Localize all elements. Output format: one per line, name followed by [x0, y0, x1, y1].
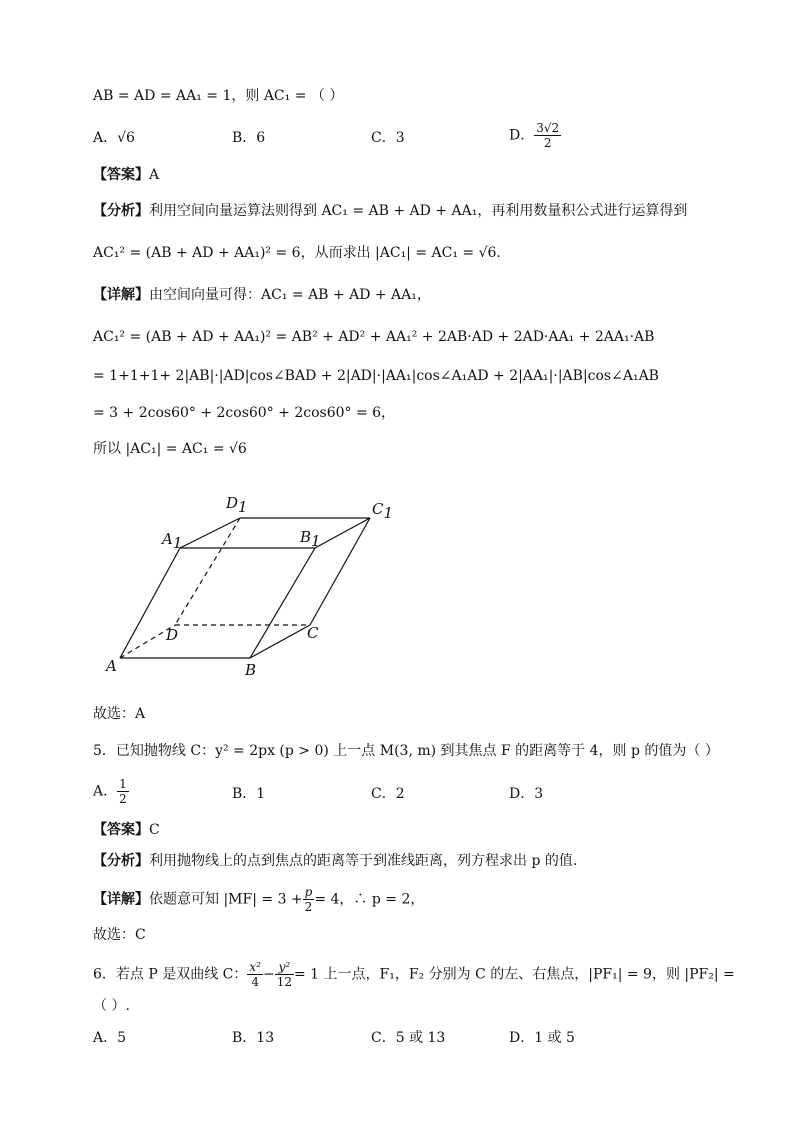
- q5-option-a: A． $\frac{1}{2}$: [93, 777, 127, 806]
- q4-analysis-line1: 【分析】利用空间向量运算法则得到 AC₁ = AB + AD + AA₁，再利用数量积公式进行运算得到: [93, 203, 688, 219]
- q4-condition: AB = AD = AA₁ = 1，则 AC₁ = （ ）: [93, 88, 344, 104]
- q5-detail: 【详解】依题意可知 |MF| = 3 + $\frac{p}{2}$ = 4，∴ p = 2，: [93, 885, 425, 914]
- q4-conclusion: 故选：A: [93, 706, 146, 722]
- answer-tag: 【答案】: [93, 167, 149, 183]
- q4-detail-line4: = 3 + 2cos60° + 2cos60° + 2cos60° = 6，: [93, 405, 396, 421]
- q5-stem: 5．已知抛物线 C：y² = 2px (p > 0) 上一点 M(3, m) 到其焦点 F 的距离等于 4，则 p 的值为（ ）: [93, 743, 719, 759]
- q4-option-a: A．√6: [93, 130, 135, 146]
- q6-option-d: D．1 或 5: [509, 1030, 575, 1046]
- q4-detail-line3: = 1+1+1+ 2|AB|·|AD|cos∠BAD + 2|AD|·|AA₁|cos∠A₁AD + 2|AA₁|·|AB|cos∠A₁AB: [93, 368, 659, 384]
- q4-analysis-line2: AC₁² = (AB + AD + AA₁)² = 6，从而求出 |AC₁| = AC₁ = √6.: [93, 245, 501, 261]
- q4-answer: 【答案】A: [93, 167, 160, 183]
- q5-option-b: B．1: [232, 786, 266, 802]
- label-c: C: [307, 624, 319, 642]
- label-b: B: [245, 661, 257, 679]
- q5-conclusion: 故选：C: [93, 927, 146, 943]
- parallelepiped-figure: [100, 488, 400, 688]
- label-d: D: [166, 626, 179, 644]
- q5-option-d: D．3: [509, 786, 544, 802]
- answer-tag: 【答案】: [93, 822, 149, 838]
- label-c1: C1: [372, 500, 394, 522]
- q6-option-c: C．5 或 13: [371, 1030, 446, 1046]
- q5-option-c: C．2: [371, 786, 405, 802]
- q4-option-b: B．6: [232, 130, 266, 146]
- label-a: A: [106, 657, 117, 675]
- analysis-tag: 【分析】: [93, 853, 149, 869]
- q6-option-b: B．13: [232, 1030, 275, 1046]
- q4-detail-line5: 所以 |AC₁| = AC₁ = √6: [93, 441, 247, 457]
- q5-answer: 【答案】C: [93, 822, 160, 838]
- q6-stem-line2: （ ）.: [93, 998, 130, 1014]
- detail-tag: 【详解】: [93, 287, 149, 303]
- q5-analysis: 【分析】利用抛物线上的点到焦点的距离等于到准线距离，列方程求出 p 的值.: [93, 853, 578, 869]
- q4-detail-line2: AC₁² = (AB + AD + AA₁)² = AB² + AD² + AA₁² + 2AB·AD + 2AD·AA₁ + 2AA₁·AB: [93, 329, 655, 345]
- q4-detail-line1: 【详解】由空间向量可得：AC₁ = AB + AD + AA₁，: [93, 287, 431, 303]
- q6-option-a: A．5: [93, 1030, 127, 1046]
- label-d1: D1: [226, 494, 248, 516]
- label-b1: B1: [300, 528, 321, 550]
- analysis-tag: 【分析】: [93, 203, 149, 219]
- detail-tag: 【详解】: [93, 891, 149, 908]
- q4-option-c: C．3: [371, 130, 405, 146]
- label-a1: A1: [162, 530, 183, 552]
- q4-option-d: D． $\frac{3√2}{2}$: [509, 121, 560, 150]
- q6-stem: 6．若点 P 是双曲线 C： $\frac{\text{x²}}{4}$ − $\frac{\text{y²}}{12}$ = 1 上一点，F₁，F₂ 分别为 C 的左、右焦点，|PF₁| = 9，则 |PF₂| =: [93, 960, 735, 989]
